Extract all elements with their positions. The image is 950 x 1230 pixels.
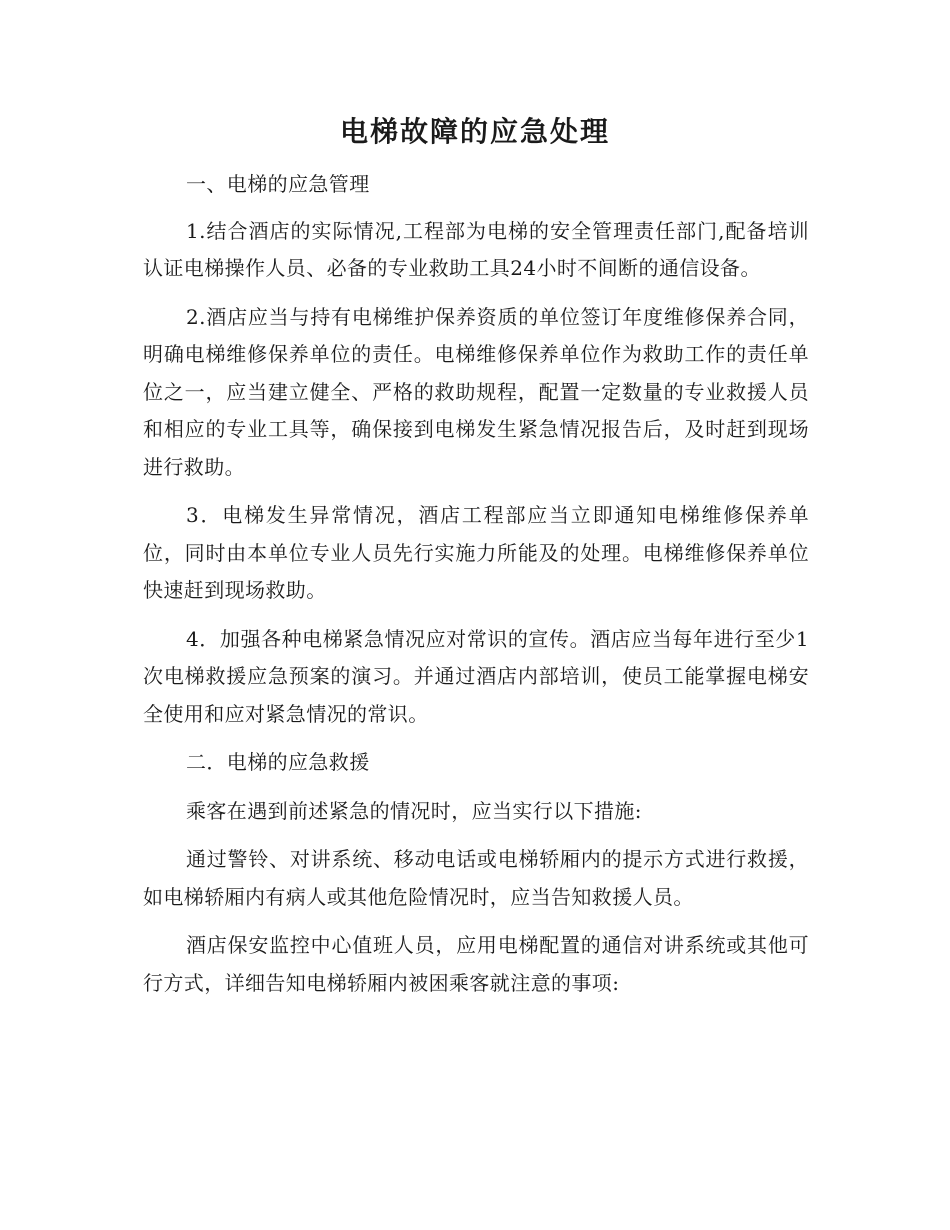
- paragraph-item-4: 4．加强各种电梯紧急情况应对常识的宣传。酒店应当每年进行至少1次电梯救援应急预案的演习。并通过酒店内部培训，使员工能掌握电梯安全使用和应对紧急情况的常识。: [143, 626, 809, 726]
- section-heading-emergency-management: 一、电梯的应急管理: [186, 172, 370, 196]
- paragraph-security-monitoring: 酒店保安监控中心值班人员，应用电梯配置的通信对讲系统或其他可行方式，详细告知电梯轿厢内被困乘客就注意的事项:: [143, 933, 809, 995]
- paragraph-item-1: 1.结合酒店的实际情况,工程部为电梯的安全管理责任部门,配备培训认证电梯操作人员、必备的专业救助工具24小时不间断的通信设备。: [143, 218, 809, 280]
- document-body: [143, 166, 809, 1002]
- paragraph-alarm-intercom: 通过警铃、对讲系统、移动电话或电梯轿厢内的提示方式进行救援，如电梯轿厢内有病人或其他危险情况时，应当告知救援人员。: [143, 847, 809, 909]
- paragraph-item-3: 3．电梯发生异常情况，酒店工程部应当立即通知电梯维修保养单位，同时由本单位专业人员先行实施力所能及的处理。电梯维修保养单位快速赶到现场救助。: [143, 503, 809, 602]
- paragraph-passenger-measures: 乘客在遇到前述紧急的情况时，应当实行以下措施:: [186, 798, 642, 823]
- paragraph-item-2: 2.酒店应当与持有电梯维护保养资质的单位签订年度维修保养合同，明确电梯维修保养单位的责任。电梯维修保养单位作为救助工作的责任单位之一，应当建立健全、严格的救助规程，配置一定数量的专业救援人员和相应的专业工具等，确保接到电梯发生紧急情况报告后，及时赶到现场进行救助。: [143, 304, 809, 479]
- document-title: 电梯故障的应急处理: [339, 115, 610, 148]
- section-heading-emergency-rescue: 二．电梯的应急救援: [186, 750, 370, 774]
